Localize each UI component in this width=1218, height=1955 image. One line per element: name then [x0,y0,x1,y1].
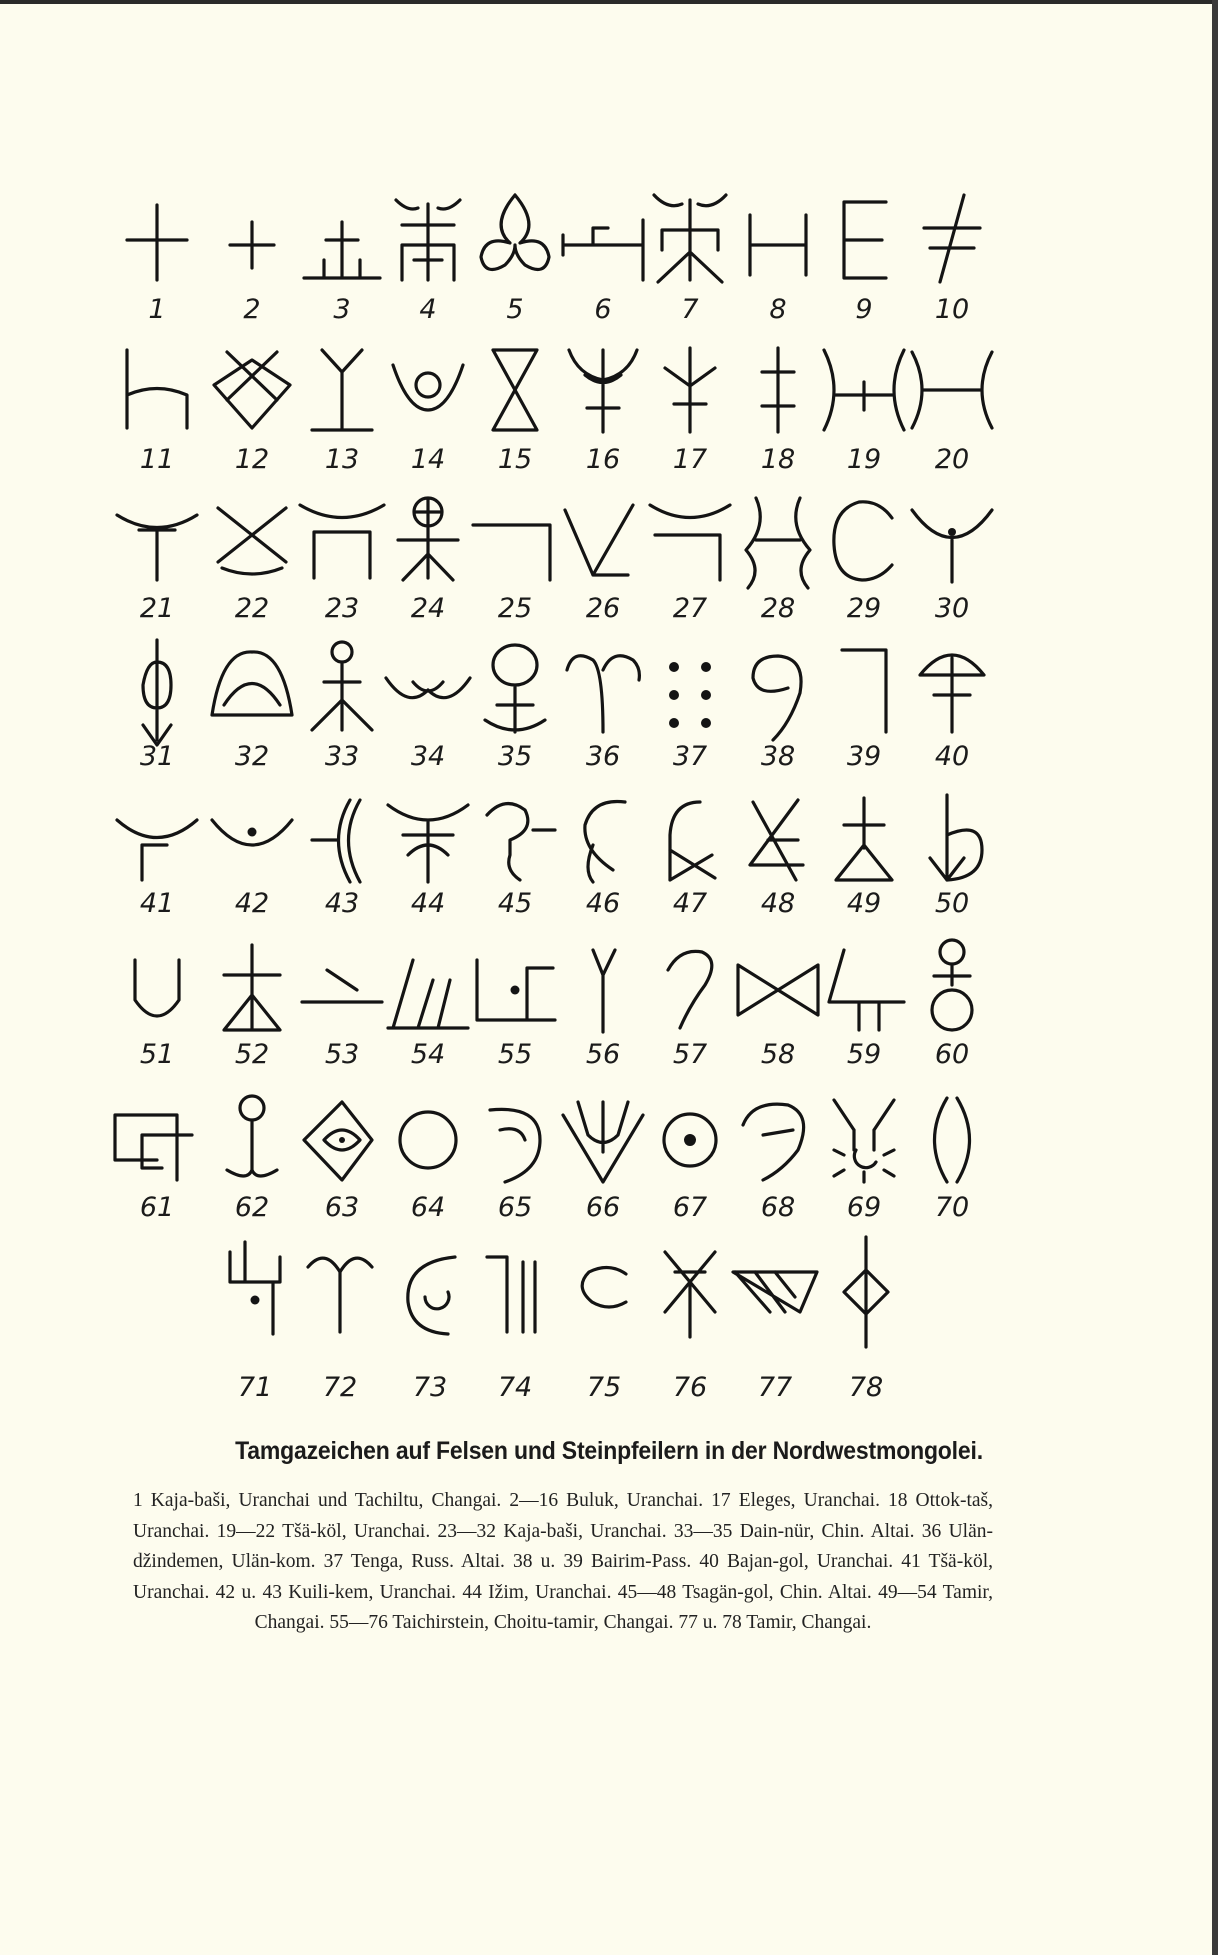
tamga-sign-31 [143,640,171,745]
tamga-sign-32 [212,652,292,715]
tamga-number-50: 50 [934,888,970,919]
tamga-number-57: 57 [672,1039,708,1070]
tamga-sign-15 [493,350,537,430]
tamga-number-65: 65 [497,1192,533,1223]
tamga-sign-72 [308,1258,372,1332]
tamga-sign-60 [932,940,972,1030]
tamga-sign-51 [135,960,179,1016]
tamga-sign-10 [924,195,980,282]
tamga-number-27: 27 [672,593,708,624]
tamga-sign-44 [388,805,468,882]
tamga-sign-38 [753,656,801,740]
tamga-number-60: 60 [934,1039,970,1070]
tamga-sign-35 [485,645,545,732]
tamga-number-23: 23 [324,593,360,624]
tamga-sign-6 [563,220,643,280]
tamga-number-32: 32 [234,741,270,772]
tamga-number-38: 38 [760,741,796,772]
tamga-number-58: 58 [760,1039,796,1070]
tamga-sign-20 [912,352,992,428]
tamga-sign-16 [569,350,637,432]
tamga-sign-5 [481,195,549,270]
tamga-number-9: 9 [855,294,873,325]
tamga-sign-8 [750,215,806,275]
tamga-sign-33 [312,642,372,730]
plate-caption-legend: 1 Kaja-baši, Uranchai und Tachiltu, Changai. 2—16 Buluk, Uranchai. 17 Eleges, Uranchai. 18 Ottok-taš, Uranchai. 19—22 Tšä-köl, Uranchai. 23—32 Kaja-baši, Uranchai. 33—35 Dain-nür, Chin. Altai. 36 Ulän-džindemen, Ulän-kom. 37 Tenga, Russ. Altai. 38 u. 39 Bairim-Pass. 40 Bajan-gol, Uranchai. 41 Tšä-köl, Uranchai. 42 u. 43 Kuili-kem, Uranchai. 44 Ižim, Uranchai. 45—48 Tsagän-gol, Chin. Altai. 49—54 Tamir, Changai. 55—76 Taichirstein, Choitu-tamir, Changai. 77 u. 78 Tamir, Changai. [133,1490,993,1633]
tamga-sign-28 [746,498,810,588]
tamga-sign-64 [400,1112,456,1168]
tamga-number-17: 17 [672,444,708,475]
tamga-sign-73 [408,1257,455,1334]
tamga-number-47: 47 [672,888,708,919]
tamga-sign-55 [477,960,555,1020]
tamga-sign-49 [836,798,892,880]
tamga-sign-76 [665,1252,715,1337]
tamga-sign-59 [829,950,904,1030]
tamga-number-73: 73 [412,1372,448,1403]
tamga-number-54: 54 [410,1039,446,1070]
tamga-number-28: 28 [760,593,796,624]
tamga-sign-24 [398,498,458,580]
tamga-sign-17 [665,348,715,432]
tamga-number-64: 64 [410,1192,446,1223]
tamga-number-52: 52 [234,1039,270,1070]
tamga-number-14: 14 [410,444,446,475]
tamga-number-75: 75 [586,1372,622,1403]
tamga-sign-25 [473,525,550,580]
tamga-sign-40 [920,655,984,732]
tamga-number-49: 49 [846,888,882,919]
tamga-number-42: 42 [234,888,270,919]
tamga-sign-29 [834,502,892,580]
tamga-sign-37 [669,662,711,728]
tamga-number-37: 37 [672,741,708,772]
tamga-sign-7 [654,195,726,282]
tamga-number-19: 19 [846,444,882,475]
tamga-sign-1 [127,205,187,280]
tamga-sign-62 [227,1096,277,1176]
tamga-sign-26 [565,505,633,575]
tamga-number-72: 72 [322,1372,358,1403]
tamga-sign-41 [117,820,197,880]
tamga-sign-18 [762,348,794,432]
tamga-sign-22 [218,508,286,574]
tamga-number-77: 77 [757,1372,793,1403]
tamga-number-11: 11 [139,444,175,475]
tamga-sign-47 [670,802,715,880]
tamga-sign-54 [388,960,468,1028]
tamga-sign-58 [738,965,818,1015]
tamga-sign-75 [582,1267,626,1307]
tamga-number-66: 66 [585,1192,621,1223]
tamga-sign-46 [585,801,625,882]
tamga-number-74: 74 [497,1372,533,1403]
tamga-number-40: 40 [934,741,970,772]
tamga-sign-66 [563,1102,643,1182]
tamga-sign-3 [304,222,380,278]
tamga-number-67: 67 [672,1192,708,1223]
tamga-number-45: 45 [497,888,533,919]
tamga-number-6: 6 [594,294,612,325]
tamga-sign-4 [396,200,460,280]
tamga-number-61: 61 [139,1192,175,1223]
tamga-number-34: 34 [410,741,446,772]
tamga-number-76: 76 [672,1372,708,1403]
plate-caption-title: Tamgazeichen auf Felsen und Steinpfeilern in der Nordwestmongolei. [235,1437,983,1465]
tamga-sign-42 [212,820,292,845]
tamga-number-46: 46 [585,888,621,919]
tamga-sign-74 [487,1257,535,1332]
tamga-number-18: 18 [760,444,796,475]
tamga-sign-68 [743,1104,804,1180]
tamga-number-1: 1 [148,294,166,325]
tamga-number-69: 69 [846,1192,882,1223]
tamga-sign-52 [224,945,280,1030]
tamga-number-10: 10 [934,294,970,325]
tamga-number-26: 26 [585,593,621,624]
tamga-number-36: 36 [585,741,621,772]
tamga-sign-43 [312,800,360,882]
tamga-number-62: 62 [234,1192,270,1223]
tamga-number-53: 53 [324,1039,360,1070]
tamga-sign-70 [935,1098,970,1182]
tamga-sign-61 [115,1115,192,1180]
tamga-sign-50 [930,795,982,880]
tamga-sign-48 [750,800,803,880]
tamga-sign-56 [593,950,615,1032]
tamga-number-25: 25 [497,593,533,624]
tamga-number-63: 63 [324,1192,360,1223]
tamga-number-78: 78 [848,1372,884,1403]
tamga-sign-19 [824,350,904,430]
tamga-number-24: 24 [410,593,446,624]
tamga-sign-2 [230,222,274,268]
tamga-number-2: 2 [243,294,261,325]
tamga-number-15: 15 [497,444,533,475]
tamga-number-35: 35 [497,741,533,772]
tamga-number-59: 59 [846,1039,882,1070]
tamga-sign-45 [487,804,555,880]
tamga-sign-21 [117,515,197,580]
tamga-number-44: 44 [410,888,446,919]
tamga-number-8: 8 [769,294,787,325]
tamga-number-39: 39 [846,741,882,772]
tamga-number-56: 56 [585,1039,621,1070]
tamga-sign-27 [650,505,730,580]
tamga-sign-14 [393,365,463,410]
tamga-number-43: 43 [324,888,360,919]
tamga-sign-78 [844,1237,888,1347]
tamga-number-20: 20 [934,444,970,475]
tamga-sign-11 [127,350,187,428]
tamga-sign-63 [304,1102,372,1180]
tamga-sign-23 [300,505,384,578]
tamga-number-55: 55 [497,1039,533,1070]
tamga-sign-77 [733,1272,817,1312]
tamga-sign-71 [230,1242,280,1334]
tamga-number-68: 68 [760,1192,796,1223]
tamga-number-48: 48 [760,888,796,919]
tamga-number-13: 13 [324,444,360,475]
tamga-number-33: 33 [324,741,360,772]
tamga-number-12: 12 [234,444,270,475]
tamga-number-3: 3 [333,294,351,325]
tamga-sign-36 [567,656,639,732]
tamga-number-21: 21 [139,593,175,624]
tamga-sign-13 [312,350,372,430]
tamga-number-71: 71 [237,1372,273,1403]
tamga-number-31: 31 [139,741,175,772]
tamga-number-4: 4 [419,294,437,325]
tamga-sign-53 [302,970,382,1002]
tamga-number-41: 41 [139,888,175,919]
tamga-number-7: 7 [681,294,699,325]
tamga-sign-9 [844,202,886,278]
tamga-sign-34 [386,678,470,698]
tamga-sign-30 [912,510,992,582]
tamga-number-51: 51 [139,1039,175,1070]
tamga-number-30: 30 [934,593,970,624]
tamga-number-16: 16 [585,444,621,475]
tamga-sign-65 [490,1109,540,1182]
tamga-sign-67 [664,1114,716,1166]
tamga-sign-69 [834,1100,894,1182]
tamga-number-22: 22 [234,593,270,624]
tamga-sign-39 [842,650,886,732]
tamga-sign-57 [668,951,712,1028]
tamga-number-70: 70 [934,1192,970,1223]
tamga-number-5: 5 [506,294,524,325]
tamga-sign-12 [214,352,290,428]
tamga-number-29: 29 [846,593,882,624]
